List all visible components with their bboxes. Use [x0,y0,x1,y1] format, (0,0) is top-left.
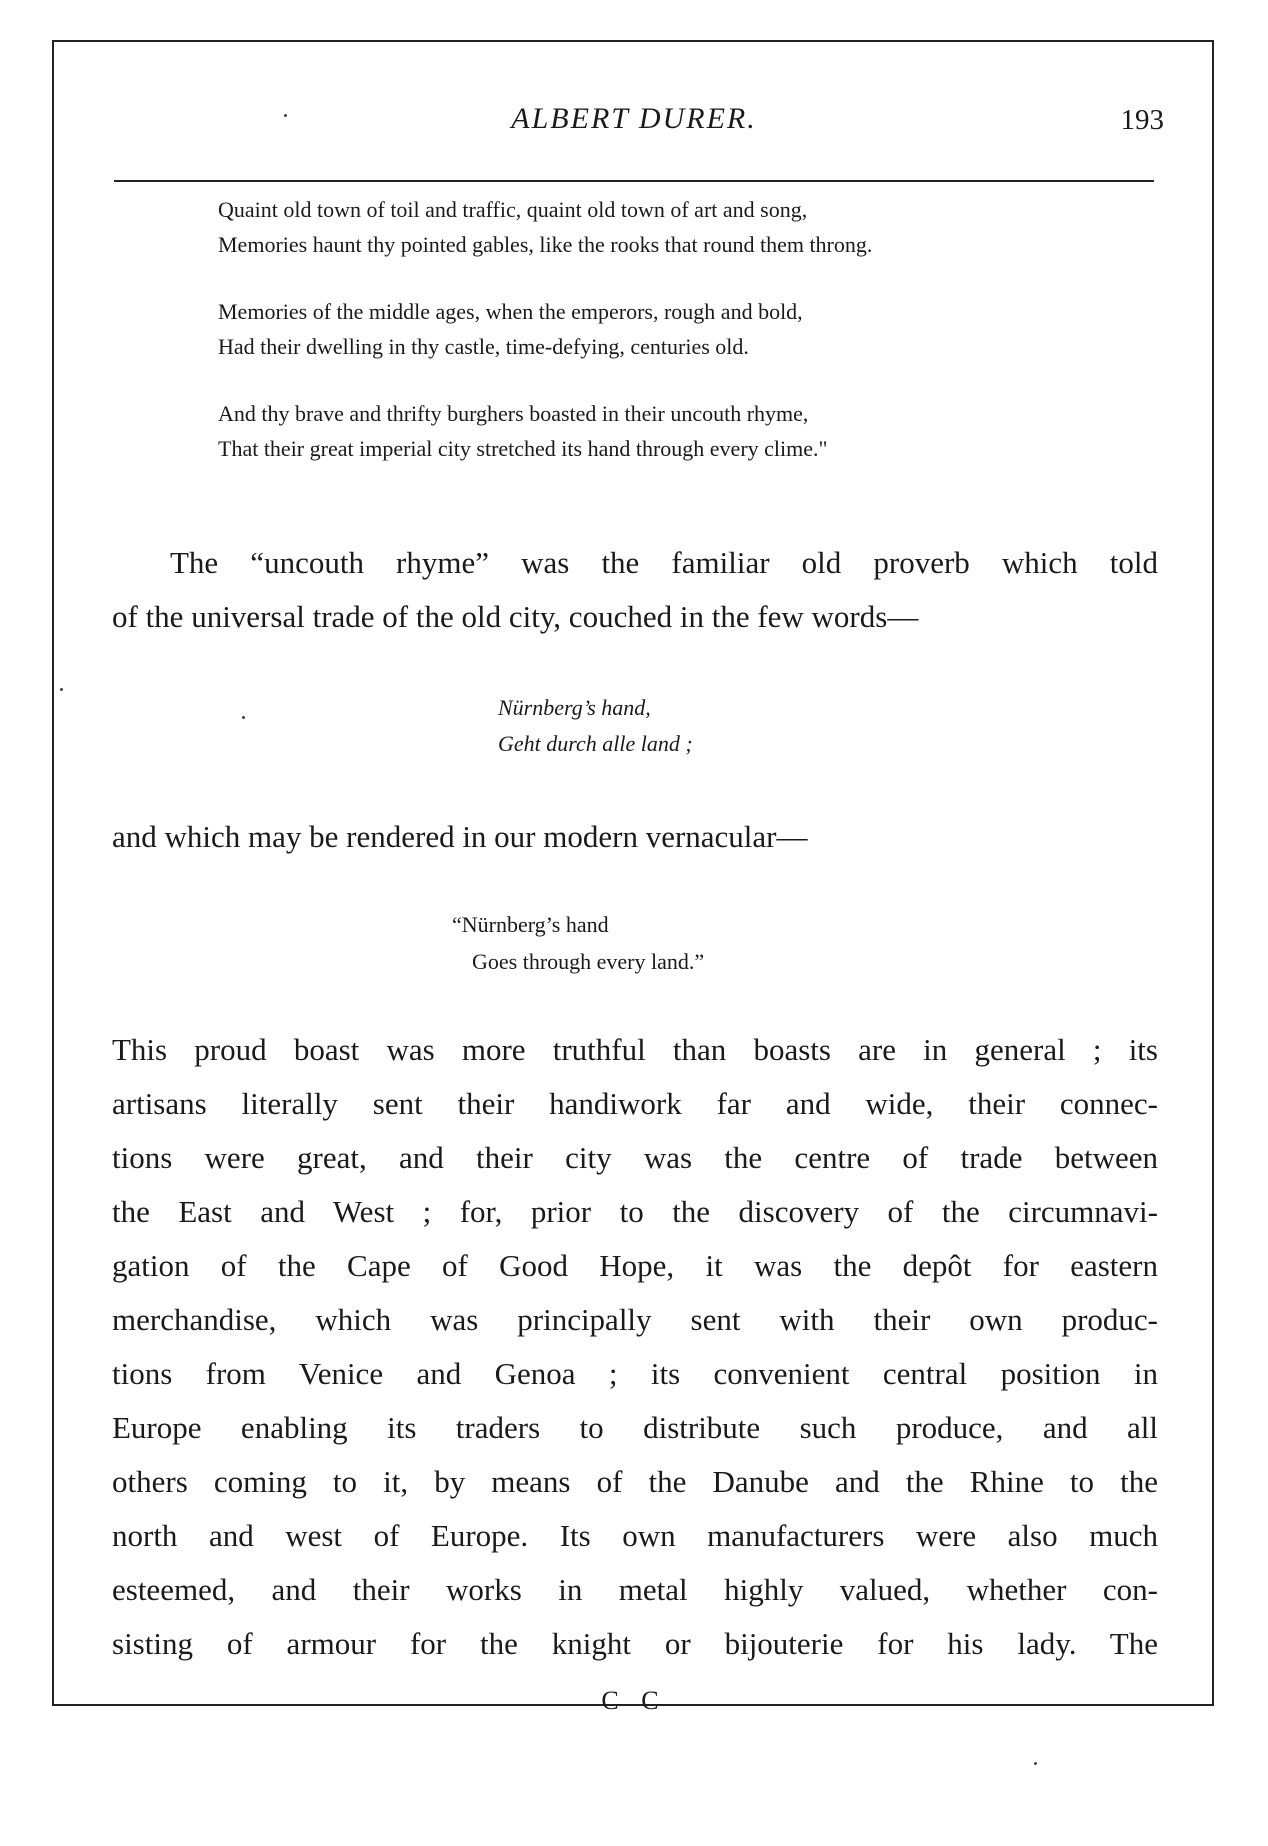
print-speck [284,114,287,117]
header-rule [114,180,1154,182]
verse-line: Had their dwelling in thy castle, time-defying, centuries old. [218,334,749,359]
print-speck [60,688,63,691]
paragraph-proud-boast [112,1023,1158,1671]
running-title: ALBERT DURER. [511,102,757,135]
prose-line: artisans literally sent their handiwork far and wide, their connec- [112,1086,1158,1121]
prose-line: sisting of armour for the knight or bijouterie for his lady. The [112,1626,1158,1661]
prose-line: This proud boast was more truthful than boasts are in general ; its [112,1032,1158,1067]
verse-line: Memories of the middle ages, when the emperors, rough and bold, [218,299,803,324]
proverb-line: Geht durch alle land ; [498,731,693,756]
proverb-line: Nürnberg’s hand, [498,695,651,720]
print-speck [242,716,245,719]
verse-line: Quaint old town of toil and traffic, quaint old town of art and song, [218,197,808,222]
prose-line: The “uncouth rhyme” was the familiar old proverb which told [170,545,1158,580]
prose-line: gation of the Cape of Good Hope, it was the depôt for eastern [112,1248,1158,1283]
paragraph-uncouth-rhyme-first-line [170,536,1158,590]
prose-line: Europe enabling its traders to distribute such produce, and all [112,1410,1158,1445]
prose-line: the East and West ; for, prior to the discovery of the circumnavi- [112,1194,1158,1229]
paragraph-uncouth-rhyme [112,590,1158,644]
paragraph-vernacular [112,810,1158,864]
proverb-line: “Nürnberg’s hand [452,912,609,937]
prose-line: tions from Venice and Genoa ; its convenient central position in [112,1356,1158,1391]
verse-stanza-2 [218,294,1118,364]
page-number: 193 [1120,104,1164,136]
verse-line: Memories haunt thy pointed gables, like the rooks that round them throng. [218,232,873,257]
verse-line: That their great imperial city stretched its hand through every clime." [218,436,828,461]
german-proverb [498,690,693,762]
verse-stanza-3 [218,396,1118,466]
verse-stanza-1 [218,192,1118,262]
prose-line: merchandise, which was principally sent with their own produc- [112,1302,1158,1337]
prose-line: of the universal trade of the old city, couched in the few words— [112,599,919,634]
prose-line: esteemed, and their works in metal highly valued, whether con- [112,1572,1158,1607]
prose-line: tions were great, and their city was the centre of trade between [112,1140,1158,1175]
signature-mark: C C [601,1686,667,1715]
verse-line: And thy brave and thrifty burghers boasted in their uncouth rhyme, [218,401,809,426]
prose-line: north and west of Europe. Its own manufacturers were also much [112,1518,1158,1553]
proverb-line: Goes through every land.” [472,949,705,974]
prose-line: and which may be rendered in our modern vernacular— [112,819,808,854]
english-proverb [452,906,704,980]
prose-line: others coming to it, by means of the Danube and the Rhine to the [112,1464,1158,1499]
print-speck [1034,1762,1037,1765]
